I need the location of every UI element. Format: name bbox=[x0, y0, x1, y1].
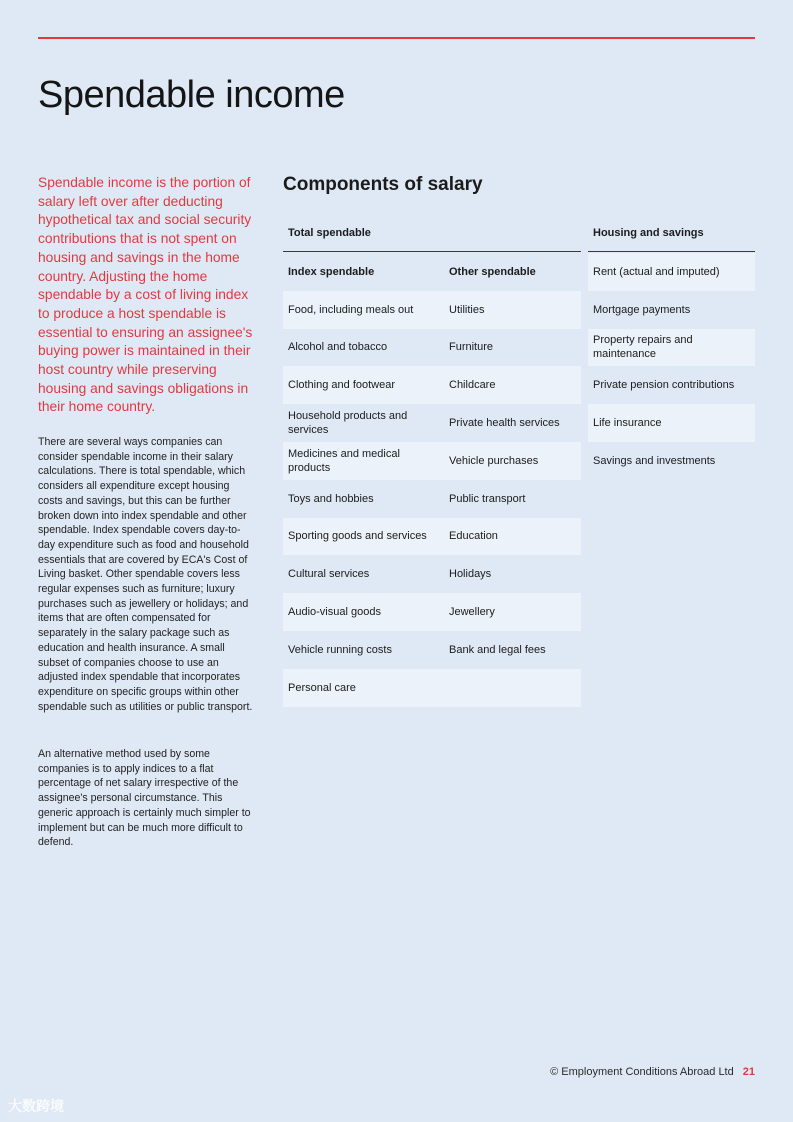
table-row bbox=[283, 518, 581, 556]
index-cell: Household products and services bbox=[288, 410, 408, 437]
other-cell: Jewellery bbox=[449, 606, 495, 619]
other-cell: Utilities bbox=[449, 303, 485, 316]
index-spendable-header: Index spendable bbox=[288, 265, 375, 278]
index-cell: Toys and hobbies bbox=[288, 492, 374, 505]
housing-row bbox=[588, 366, 755, 404]
housing-row bbox=[588, 442, 755, 480]
housing-savings-heading: Housing and savings bbox=[588, 214, 755, 252]
watermark-logo: 大数跨境 bbox=[8, 1098, 64, 1114]
housing-cell: Savings and investments bbox=[593, 454, 716, 467]
other-cell: Education bbox=[449, 530, 498, 543]
copyright-text: © Employment Conditions Abroad Ltd bbox=[550, 1066, 734, 1078]
housing-savings-table bbox=[588, 253, 755, 480]
index-cell: Sporting goods and services bbox=[288, 530, 427, 543]
index-cell: Medicines and medical products bbox=[288, 447, 400, 474]
index-cell: Alcohol and tobacco bbox=[288, 341, 388, 354]
index-cell: Audio-visual goods bbox=[288, 606, 381, 619]
other-cell: Private health services bbox=[449, 417, 560, 430]
housing-row bbox=[588, 253, 755, 291]
top-divider bbox=[38, 37, 755, 39]
page-footer bbox=[550, 1066, 755, 1078]
index-cell: Personal care bbox=[288, 681, 356, 694]
table-row bbox=[283, 593, 581, 631]
housing-row bbox=[588, 291, 755, 329]
index-cell: Food, including meals out bbox=[288, 303, 414, 316]
index-cell: Vehicle running costs bbox=[288, 643, 392, 656]
housing-row bbox=[588, 329, 755, 367]
table-header-row bbox=[283, 253, 581, 291]
table-row bbox=[283, 555, 581, 593]
table-row bbox=[283, 669, 581, 707]
table-row bbox=[283, 291, 581, 329]
other-cell: Holidays bbox=[449, 568, 492, 581]
index-cell: Clothing and footwear bbox=[288, 379, 396, 392]
lead-paragraph: Spendable income is the portion of salary left over after deducting hypothetical tax and social security contributions that is not spent on housing and savings in the home country. Adjusting the home spendable by a cost of living index to produce a host spendable is essential to ensuring an assignee's buying power is maintained in their host country while preserving housing and savings obligations in their home country. bbox=[38, 175, 253, 415]
housing-cell: Private pension contributions bbox=[593, 379, 735, 392]
page-number: 21 bbox=[742, 1066, 755, 1078]
other-cell: Public transport bbox=[449, 492, 526, 505]
other-cell: Bank and legal fees bbox=[449, 643, 546, 656]
page-title: Spendable income bbox=[38, 74, 345, 116]
housing-cell: Rent (actual and imputed) bbox=[593, 265, 720, 278]
table-row bbox=[283, 404, 581, 442]
total-spendable-heading: Total spendable bbox=[283, 214, 581, 252]
body-paragraph-2: An alternative method used by some companies is to apply indices to a flat percentage of net salary irrespective of the assignee's personal circumstance. This generic approach is certainly much simpler to implement but can be much more difficult to defend. bbox=[38, 748, 251, 849]
housing-cell: Mortgage payments bbox=[593, 303, 691, 316]
table-row bbox=[283, 631, 581, 669]
housing-cell: Property repairs and maintenance bbox=[593, 334, 693, 361]
other-cell: Childcare bbox=[449, 379, 496, 392]
body-paragraph-1: There are several ways companies can consider spendable income in their salary calculations. There is total spendable, which considers all expenditure except housing costs and savings, but this can be further broken down into index spendable and other spendable. Index spendable covers day-to-day expenditure such as food and household essentials that are covered by ECA's Cost of Living basket. Other spendable covers less regular expenses such as furniture; luxury purchases such as jewellery or holidays; and items that are often compensated for separately in the salary package such as education and health insurance. A small subset of companies choose to use an adjusted index spendable that incorporates expenditure on specific groups within other spendable such as utilities or public transport. bbox=[38, 436, 253, 713]
housing-row bbox=[588, 404, 755, 442]
table-title: Components of salary bbox=[283, 174, 483, 195]
other-cell: Furniture bbox=[449, 341, 494, 354]
table-row bbox=[283, 329, 581, 367]
table-row bbox=[283, 480, 581, 518]
spendable-table bbox=[283, 253, 581, 707]
other-spendable-header: Other spendable bbox=[449, 265, 536, 278]
table-row bbox=[283, 442, 581, 480]
other-cell: Vehicle purchases bbox=[449, 454, 539, 467]
table-row bbox=[283, 366, 581, 404]
index-cell: Cultural services bbox=[288, 568, 370, 581]
housing-cell: Life insurance bbox=[593, 417, 662, 430]
